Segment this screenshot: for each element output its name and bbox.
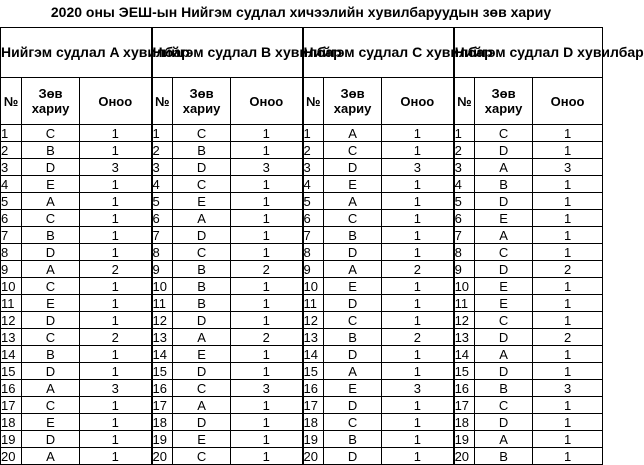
table-row: [1, 295, 603, 312]
number-cell-d: 17: [454, 397, 475, 414]
score-cell-a: 1: [80, 125, 152, 142]
answer-cell-d: C: [475, 244, 533, 261]
score-cell-d: 1: [533, 278, 603, 295]
score-cell-a: 1: [80, 210, 152, 227]
number-cell-c: 10: [303, 278, 324, 295]
answer-cell-a: C: [22, 125, 80, 142]
answer-cell-d: A: [475, 159, 533, 176]
col-score-a: Оноо: [80, 78, 152, 125]
answer-cell-c: E: [324, 380, 382, 397]
answer-cell-a: E: [22, 176, 80, 193]
number-cell-d: 13: [454, 329, 475, 346]
answer-cell-c: E: [324, 176, 382, 193]
table-row: [1, 142, 603, 159]
score-cell-d: 2: [533, 329, 603, 346]
answer-cell-c: A: [324, 193, 382, 210]
number-cell-c: 19: [303, 431, 324, 448]
number-cell-b: 8: [152, 244, 173, 261]
number-cell-d: 16: [454, 380, 475, 397]
number-cell-a: 1: [1, 125, 22, 142]
number-cell-c: 8: [303, 244, 324, 261]
answer-cell-a: B: [22, 142, 80, 159]
score-cell-c: 2: [382, 329, 454, 346]
number-cell-d: 8: [454, 244, 475, 261]
answer-cell-c: B: [324, 329, 382, 346]
number-cell-c: 1: [303, 125, 324, 142]
number-cell-c: 15: [303, 363, 324, 380]
number-cell-b: 9: [152, 261, 173, 278]
number-cell-d: 20: [454, 448, 475, 465]
number-cell-a: 18: [1, 414, 22, 431]
answer-cell-c: D: [324, 295, 382, 312]
number-cell-c: 2: [303, 142, 324, 159]
answer-cell-b: C: [173, 448, 231, 465]
score-cell-d: 1: [533, 397, 603, 414]
variant-header-row: [1, 28, 603, 78]
answer-cell-d: E: [475, 210, 533, 227]
number-cell-b: 19: [152, 431, 173, 448]
col-score-b: Оноо: [231, 78, 303, 125]
answer-cell-c: D: [324, 159, 382, 176]
score-cell-c: 1: [382, 142, 454, 159]
number-cell-d: 11: [454, 295, 475, 312]
col-score-d: Оноо: [533, 78, 603, 125]
number-cell-b: 7: [152, 227, 173, 244]
number-cell-a: 8: [1, 244, 22, 261]
number-cell-d: 5: [454, 193, 475, 210]
number-cell-d: 19: [454, 431, 475, 448]
score-cell-b: 1: [231, 431, 303, 448]
number-cell-a: 11: [1, 295, 22, 312]
score-cell-d: 1: [533, 193, 603, 210]
answer-cell-c: C: [324, 142, 382, 159]
number-cell-d: 2: [454, 142, 475, 159]
number-cell-d: 6: [454, 210, 475, 227]
answer-cell-c: B: [324, 227, 382, 244]
answer-cell-a: D: [22, 244, 80, 261]
score-cell-d: 1: [533, 142, 603, 159]
number-cell-b: 16: [152, 380, 173, 397]
table-row: [1, 380, 603, 397]
score-cell-b: 1: [231, 210, 303, 227]
answer-cell-d: D: [475, 414, 533, 431]
score-cell-a: 2: [80, 329, 152, 346]
answer-cell-a: C: [22, 397, 80, 414]
score-cell-d: 2: [533, 261, 603, 278]
number-cell-d: 18: [454, 414, 475, 431]
answer-cell-d: D: [475, 142, 533, 159]
answer-cell-c: D: [324, 244, 382, 261]
number-cell-a: 16: [1, 380, 22, 397]
number-cell-b: 12: [152, 312, 173, 329]
score-cell-d: 1: [533, 363, 603, 380]
number-cell-d: 1: [454, 125, 475, 142]
number-cell-b: 10: [152, 278, 173, 295]
score-cell-c: 1: [382, 278, 454, 295]
answer-rows: [1, 125, 603, 465]
score-cell-b: 1: [231, 397, 303, 414]
number-cell-a: 14: [1, 346, 22, 363]
score-cell-b: 3: [231, 159, 303, 176]
number-cell-d: 7: [454, 227, 475, 244]
score-cell-b: 1: [231, 227, 303, 244]
number-cell-c: 16: [303, 380, 324, 397]
answer-cell-a: C: [22, 329, 80, 346]
column-header-row: [1, 78, 603, 125]
score-cell-a: 1: [80, 193, 152, 210]
page-title: 2020 оны ЭЕШ-ын Нийгэм судлал хичээлийн хувилбаруудын зөв хариу: [50, 4, 552, 20]
col-answer-a: Зөв хариу: [22, 78, 80, 125]
score-cell-a: 1: [80, 448, 152, 465]
score-cell-c: 3: [382, 380, 454, 397]
score-cell-b: 1: [231, 312, 303, 329]
answer-cell-b: A: [173, 210, 231, 227]
number-cell-d: 12: [454, 312, 475, 329]
number-cell-a: 12: [1, 312, 22, 329]
col-answer-c: Зөв хариу: [324, 78, 382, 125]
answer-cell-b: B: [173, 295, 231, 312]
score-cell-a: 1: [80, 176, 152, 193]
number-cell-d: 15: [454, 363, 475, 380]
number-cell-c: 12: [303, 312, 324, 329]
score-cell-b: 2: [231, 329, 303, 346]
answer-cell-c: D: [324, 346, 382, 363]
answer-cell-c: C: [324, 312, 382, 329]
score-cell-a: 1: [80, 312, 152, 329]
table-row: [1, 363, 603, 380]
answer-cell-b: D: [173, 363, 231, 380]
number-cell-c: 13: [303, 329, 324, 346]
number-cell-a: 15: [1, 363, 22, 380]
table-row: [1, 448, 603, 465]
score-cell-d: 3: [533, 159, 603, 176]
answer-cell-b: C: [173, 125, 231, 142]
answer-cell-a: C: [22, 210, 80, 227]
table-row: [1, 278, 603, 295]
score-cell-b: 1: [231, 346, 303, 363]
score-cell-b: 1: [231, 244, 303, 261]
answer-cell-d: E: [475, 278, 533, 295]
answer-cell-b: A: [173, 329, 231, 346]
score-cell-b: 2: [231, 261, 303, 278]
score-cell-c: 1: [382, 363, 454, 380]
score-cell-c: 1: [382, 448, 454, 465]
number-cell-d: 14: [454, 346, 475, 363]
number-cell-c: 20: [303, 448, 324, 465]
score-cell-a: 1: [80, 142, 152, 159]
score-cell-b: 3: [231, 380, 303, 397]
score-cell-c: 1: [382, 210, 454, 227]
table-row: [1, 397, 603, 414]
answer-cell-d: A: [475, 227, 533, 244]
answer-cell-a: A: [22, 448, 80, 465]
score-cell-c: 3: [382, 159, 454, 176]
number-cell-a: 7: [1, 227, 22, 244]
number-cell-c: 17: [303, 397, 324, 414]
table-row: [1, 210, 603, 227]
number-cell-c: 6: [303, 210, 324, 227]
answer-cell-c: A: [324, 125, 382, 142]
answer-cell-b: D: [173, 159, 231, 176]
number-cell-a: 10: [1, 278, 22, 295]
score-cell-d: 1: [533, 125, 603, 142]
answer-cell-a: B: [22, 346, 80, 363]
number-cell-d: 9: [454, 261, 475, 278]
number-cell-c: 7: [303, 227, 324, 244]
number-cell-c: 18: [303, 414, 324, 431]
table-row: [1, 159, 603, 176]
variant-c-heading: Нийгэм судлал C хувилбар: [303, 28, 454, 78]
answer-cell-d: B: [475, 176, 533, 193]
answer-cell-c: C: [324, 210, 382, 227]
number-cell-b: 2: [152, 142, 173, 159]
table-row: [1, 431, 603, 448]
number-cell-b: 3: [152, 159, 173, 176]
score-cell-d: 1: [533, 431, 603, 448]
answer-cell-d: D: [475, 193, 533, 210]
answer-cell-d: C: [475, 312, 533, 329]
score-cell-b: 1: [231, 142, 303, 159]
score-cell-d: 1: [533, 414, 603, 431]
col-number-a: №: [1, 78, 22, 125]
score-cell-a: 2: [80, 261, 152, 278]
score-cell-b: 1: [231, 295, 303, 312]
answer-cell-a: B: [22, 227, 80, 244]
score-cell-c: 1: [382, 346, 454, 363]
score-cell-c: 1: [382, 312, 454, 329]
answer-cell-d: B: [475, 380, 533, 397]
answer-cell-a: A: [22, 380, 80, 397]
table-row: [1, 312, 603, 329]
score-cell-b: 1: [231, 278, 303, 295]
answer-cell-c: D: [324, 448, 382, 465]
answer-cell-a: D: [22, 431, 80, 448]
answer-cell-d: A: [475, 431, 533, 448]
answer-cell-b: C: [173, 244, 231, 261]
number-cell-a: 4: [1, 176, 22, 193]
col-number-b: №: [152, 78, 173, 125]
answer-cell-c: D: [324, 397, 382, 414]
number-cell-a: 6: [1, 210, 22, 227]
number-cell-a: 20: [1, 448, 22, 465]
score-cell-c: 1: [382, 397, 454, 414]
answer-cell-d: C: [475, 125, 533, 142]
answer-cell-b: E: [173, 193, 231, 210]
answer-cell-b: E: [173, 346, 231, 363]
answer-cell-d: D: [475, 261, 533, 278]
answer-cell-a: D: [22, 312, 80, 329]
score-cell-d: 3: [533, 380, 603, 397]
answer-cell-b: D: [173, 227, 231, 244]
col-number-d: №: [454, 78, 475, 125]
answer-cell-a: D: [22, 363, 80, 380]
answer-cell-b: D: [173, 414, 231, 431]
answer-cell-b: B: [173, 261, 231, 278]
number-cell-d: 10: [454, 278, 475, 295]
number-cell-a: 2: [1, 142, 22, 159]
number-cell-a: 5: [1, 193, 22, 210]
number-cell-c: 3: [303, 159, 324, 176]
table-row: [1, 244, 603, 261]
number-cell-a: 17: [1, 397, 22, 414]
number-cell-b: 20: [152, 448, 173, 465]
score-cell-c: 1: [382, 193, 454, 210]
answer-cell-c: B: [324, 431, 382, 448]
score-cell-d: 1: [533, 346, 603, 363]
table-row: [1, 227, 603, 244]
number-cell-c: 5: [303, 193, 324, 210]
number-cell-b: 15: [152, 363, 173, 380]
answer-cell-b: C: [173, 176, 231, 193]
table-row: [1, 193, 603, 210]
number-cell-b: 4: [152, 176, 173, 193]
score-cell-d: 1: [533, 448, 603, 465]
score-cell-d: 1: [533, 210, 603, 227]
score-cell-a: 1: [80, 431, 152, 448]
table-row: [1, 261, 603, 278]
answer-cell-a: A: [22, 193, 80, 210]
answer-cell-d: A: [475, 346, 533, 363]
table-row: [1, 414, 603, 431]
number-cell-a: 13: [1, 329, 22, 346]
score-cell-d: 1: [533, 227, 603, 244]
number-cell-b: 17: [152, 397, 173, 414]
score-cell-b: 1: [231, 193, 303, 210]
answer-key-table: [0, 27, 644, 465]
answer-cell-c: A: [324, 363, 382, 380]
score-cell-b: 1: [231, 414, 303, 431]
variant-b-heading: Нийгэм судлал B хувилбар: [152, 28, 303, 78]
answer-cell-a: C: [22, 278, 80, 295]
score-cell-b: 1: [231, 363, 303, 380]
answer-cell-a: D: [22, 159, 80, 176]
score-cell-a: 1: [80, 278, 152, 295]
answer-cell-d: C: [475, 397, 533, 414]
score-cell-a: 1: [80, 346, 152, 363]
number-cell-b: 6: [152, 210, 173, 227]
score-cell-c: 1: [382, 295, 454, 312]
score-cell-c: 1: [382, 125, 454, 142]
score-cell-b: 1: [231, 448, 303, 465]
variant-d-heading: Нийгэм судлал D хувилбар: [454, 28, 603, 78]
answer-cell-a: E: [22, 414, 80, 431]
number-cell-b: 18: [152, 414, 173, 431]
score-cell-a: 3: [80, 380, 152, 397]
answer-cell-d: D: [475, 363, 533, 380]
score-cell-a: 1: [80, 363, 152, 380]
score-cell-c: 1: [382, 176, 454, 193]
answer-cell-b: D: [173, 312, 231, 329]
answer-cell-c: A: [324, 261, 382, 278]
table-row: [1, 329, 603, 346]
number-cell-a: 9: [1, 261, 22, 278]
answer-cell-b: E: [173, 431, 231, 448]
score-cell-c: 1: [382, 227, 454, 244]
answer-cell-a: E: [22, 295, 80, 312]
score-cell-c: 1: [382, 244, 454, 261]
answer-cell-d: D: [475, 329, 533, 346]
score-cell-a: 1: [80, 244, 152, 261]
table-row: [1, 176, 603, 193]
number-cell-b: 11: [152, 295, 173, 312]
number-cell-c: 9: [303, 261, 324, 278]
number-cell-a: 3: [1, 159, 22, 176]
table-row: [1, 125, 603, 142]
score-cell-b: 1: [231, 176, 303, 193]
answer-cell-b: B: [173, 278, 231, 295]
number-cell-c: 11: [303, 295, 324, 312]
col-answer-d: Зөв хариу: [475, 78, 533, 125]
number-cell-c: 4: [303, 176, 324, 193]
score-cell-a: 1: [80, 227, 152, 244]
score-cell-d: 1: [533, 244, 603, 261]
number-cell-d: 3: [454, 159, 475, 176]
variant-a-heading: Нийгэм судлал A хувилбар: [1, 28, 152, 78]
score-cell-a: 1: [80, 414, 152, 431]
number-cell-a: 19: [1, 431, 22, 448]
number-cell-b: 1: [152, 125, 173, 142]
score-cell-c: 1: [382, 431, 454, 448]
answer-cell-c: E: [324, 278, 382, 295]
score-cell-d: 1: [533, 312, 603, 329]
score-cell-a: 1: [80, 397, 152, 414]
number-cell-b: 5: [152, 193, 173, 210]
number-cell-b: 14: [152, 346, 173, 363]
number-cell-d: 4: [454, 176, 475, 193]
answer-cell-c: C: [324, 414, 382, 431]
answer-cell-b: C: [173, 380, 231, 397]
answer-cell-b: B: [173, 142, 231, 159]
score-cell-d: 1: [533, 176, 603, 193]
score-cell-d: 1: [533, 295, 603, 312]
col-number-c: №: [303, 78, 324, 125]
score-cell-a: 1: [80, 295, 152, 312]
answer-cell-d: B: [475, 448, 533, 465]
score-cell-a: 3: [80, 159, 152, 176]
answer-cell-d: E: [475, 295, 533, 312]
number-cell-c: 14: [303, 346, 324, 363]
answer-cell-a: A: [22, 261, 80, 278]
number-cell-b: 13: [152, 329, 173, 346]
score-cell-c: 2: [382, 261, 454, 278]
col-answer-b: Зөв хариу: [173, 78, 231, 125]
col-score-c: Оноо: [382, 78, 454, 125]
table-row: [1, 346, 603, 363]
answer-cell-b: A: [173, 397, 231, 414]
score-cell-c: 1: [382, 414, 454, 431]
score-cell-b: 1: [231, 125, 303, 142]
